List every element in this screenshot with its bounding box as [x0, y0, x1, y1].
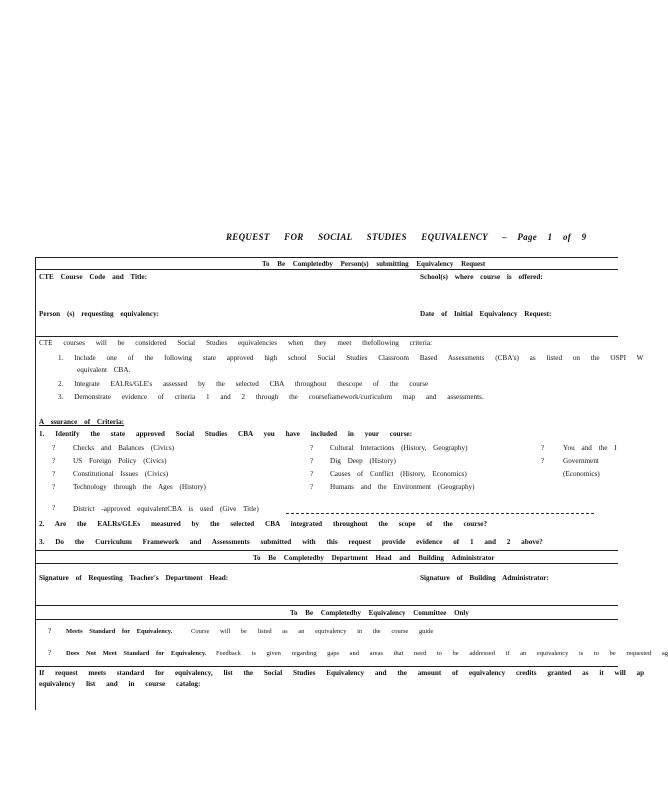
checkbox-icon[interactable]: ? — [52, 457, 56, 465]
school-label: School(s) where course is offered: — [420, 273, 543, 281]
cba-option: You and the I — [563, 444, 617, 452]
rule — [35, 605, 618, 606]
cba-option: Causes of Conflict (History, Economics) — [330, 470, 467, 478]
district-title-field[interactable] — [286, 513, 594, 514]
rule — [35, 269, 618, 270]
checkbox-icon[interactable]: ? — [48, 627, 52, 635]
rule — [35, 336, 618, 337]
cba-option: Constitutional Issues (Civics) — [73, 470, 169, 478]
checkbox-icon[interactable]: ? — [52, 444, 56, 452]
rule — [35, 619, 618, 620]
cba-option: (Economics) — [563, 470, 600, 478]
criteria-item-3: 3. Demonstrate evidence of criteria 1 and 2 through the coursefiamework/curriculum map and assessments. — [58, 393, 484, 401]
final-equivalency-line-1: If request meets standard for equivalency, list the Social Studies Equivalency and the amount of equivalency credits granted as it will ap — [39, 669, 645, 677]
assurance-question-3: 3. Do the Curriculum Framework and Assessments submitted with this request provide evidence of 1 and 2 above? — [39, 538, 543, 546]
person-label: Person (s) requesting equivalency: — [39, 310, 160, 318]
criteria-item-1-cont: equivalent CBA. — [77, 366, 131, 374]
teacher-signature-label: Signature of Requesting Teacher's Department Head: — [39, 574, 229, 582]
section3-header: To Be Completedby Equivalency Committee Only — [290, 609, 469, 617]
checkbox-icon[interactable]: ? — [310, 444, 314, 452]
cba-option: Government — [563, 457, 599, 465]
district-cba-label: District -approved equivalentCBA is used (Give Title) — [73, 505, 259, 513]
rule — [35, 563, 618, 564]
criteria-intro: CTE courses will be considered Social Studies equivalencies when they meet thefollowing criteria: — [39, 339, 433, 347]
rule — [35, 550, 618, 551]
checkbox-icon[interactable]: ? — [52, 504, 56, 512]
section2-header: To Be Completedby Department Head and Building Administrator — [253, 554, 495, 562]
checkbox-icon[interactable]: ? — [48, 649, 52, 657]
cba-option: Checks and Balances (Civics) — [73, 444, 175, 452]
criteria-item-1: 1. Include one of the following state approved high school Social Studies Classroom Based Assessments (CBA's) as listed on the OSPI W — [58, 354, 644, 362]
course-code-label: CTE Course Code and Title: — [39, 273, 147, 281]
checkbox-icon[interactable]: ? — [541, 444, 545, 452]
cba-option: Cultural Interactions (History, Geography) — [330, 444, 468, 452]
section1-header: To Be Completedby Person(s) submitting Equivalency Request — [262, 260, 486, 268]
final-equivalency-line-2: equivalency list and in course catalog: — [39, 680, 201, 688]
not-meets-standard-text: Feedback is given regarding gaps and areas that need to be addressed if an equivalency is to be requested ag — [216, 650, 668, 657]
cba-option: Dig Deep (History) — [330, 457, 396, 465]
assurance-question-1: 1. Identify the state approved Social Studies CBA you have included in your course: — [39, 430, 413, 438]
not-meets-standard-label: Does Not Meet Standard for Equivalency. — [66, 650, 207, 657]
checkbox-icon[interactable]: ? — [310, 483, 314, 491]
rule — [35, 666, 618, 667]
assurance-question-2: 2. Are the EALRs/GLEs measured by the selected CBA integrated throughout the scope of the course? — [39, 520, 488, 528]
meets-standard-label: Meets Standard for Equivalency. — [66, 628, 173, 635]
checkbox-icon[interactable]: ? — [52, 470, 56, 478]
cba-option: US Foreign Policy (Civics) — [73, 457, 167, 465]
assurance-heading: A ssurance of Criteria: — [39, 418, 125, 426]
table-left-border — [35, 257, 36, 710]
document-title: REQUEST FOR SOCIAL STUDIES EQUIVALENCY — [226, 232, 488, 242]
checkbox-icon[interactable]: ? — [541, 457, 545, 465]
meets-standard-text: Course will be listed as an equivalency in the course guide — [191, 628, 434, 635]
cba-option: Humans and the Environment (Geography) — [330, 483, 475, 491]
date-label: Date of Initial Equivalency Request: — [420, 310, 552, 318]
checkbox-icon[interactable]: ? — [310, 457, 314, 465]
criteria-item-2: 2. Integrate EALRs/GLE's assessed by the selected CBA throughout thescope of the course — [58, 380, 429, 388]
admin-signature-label: Signature of Building Administrator: — [420, 574, 549, 582]
cba-option: Technology through the Ages (History) — [73, 483, 206, 491]
rule — [35, 257, 618, 258]
checkbox-icon[interactable]: ? — [310, 470, 314, 478]
checkbox-icon[interactable]: ? — [52, 483, 56, 491]
page-number: – Page 1 of 9 — [502, 232, 587, 242]
